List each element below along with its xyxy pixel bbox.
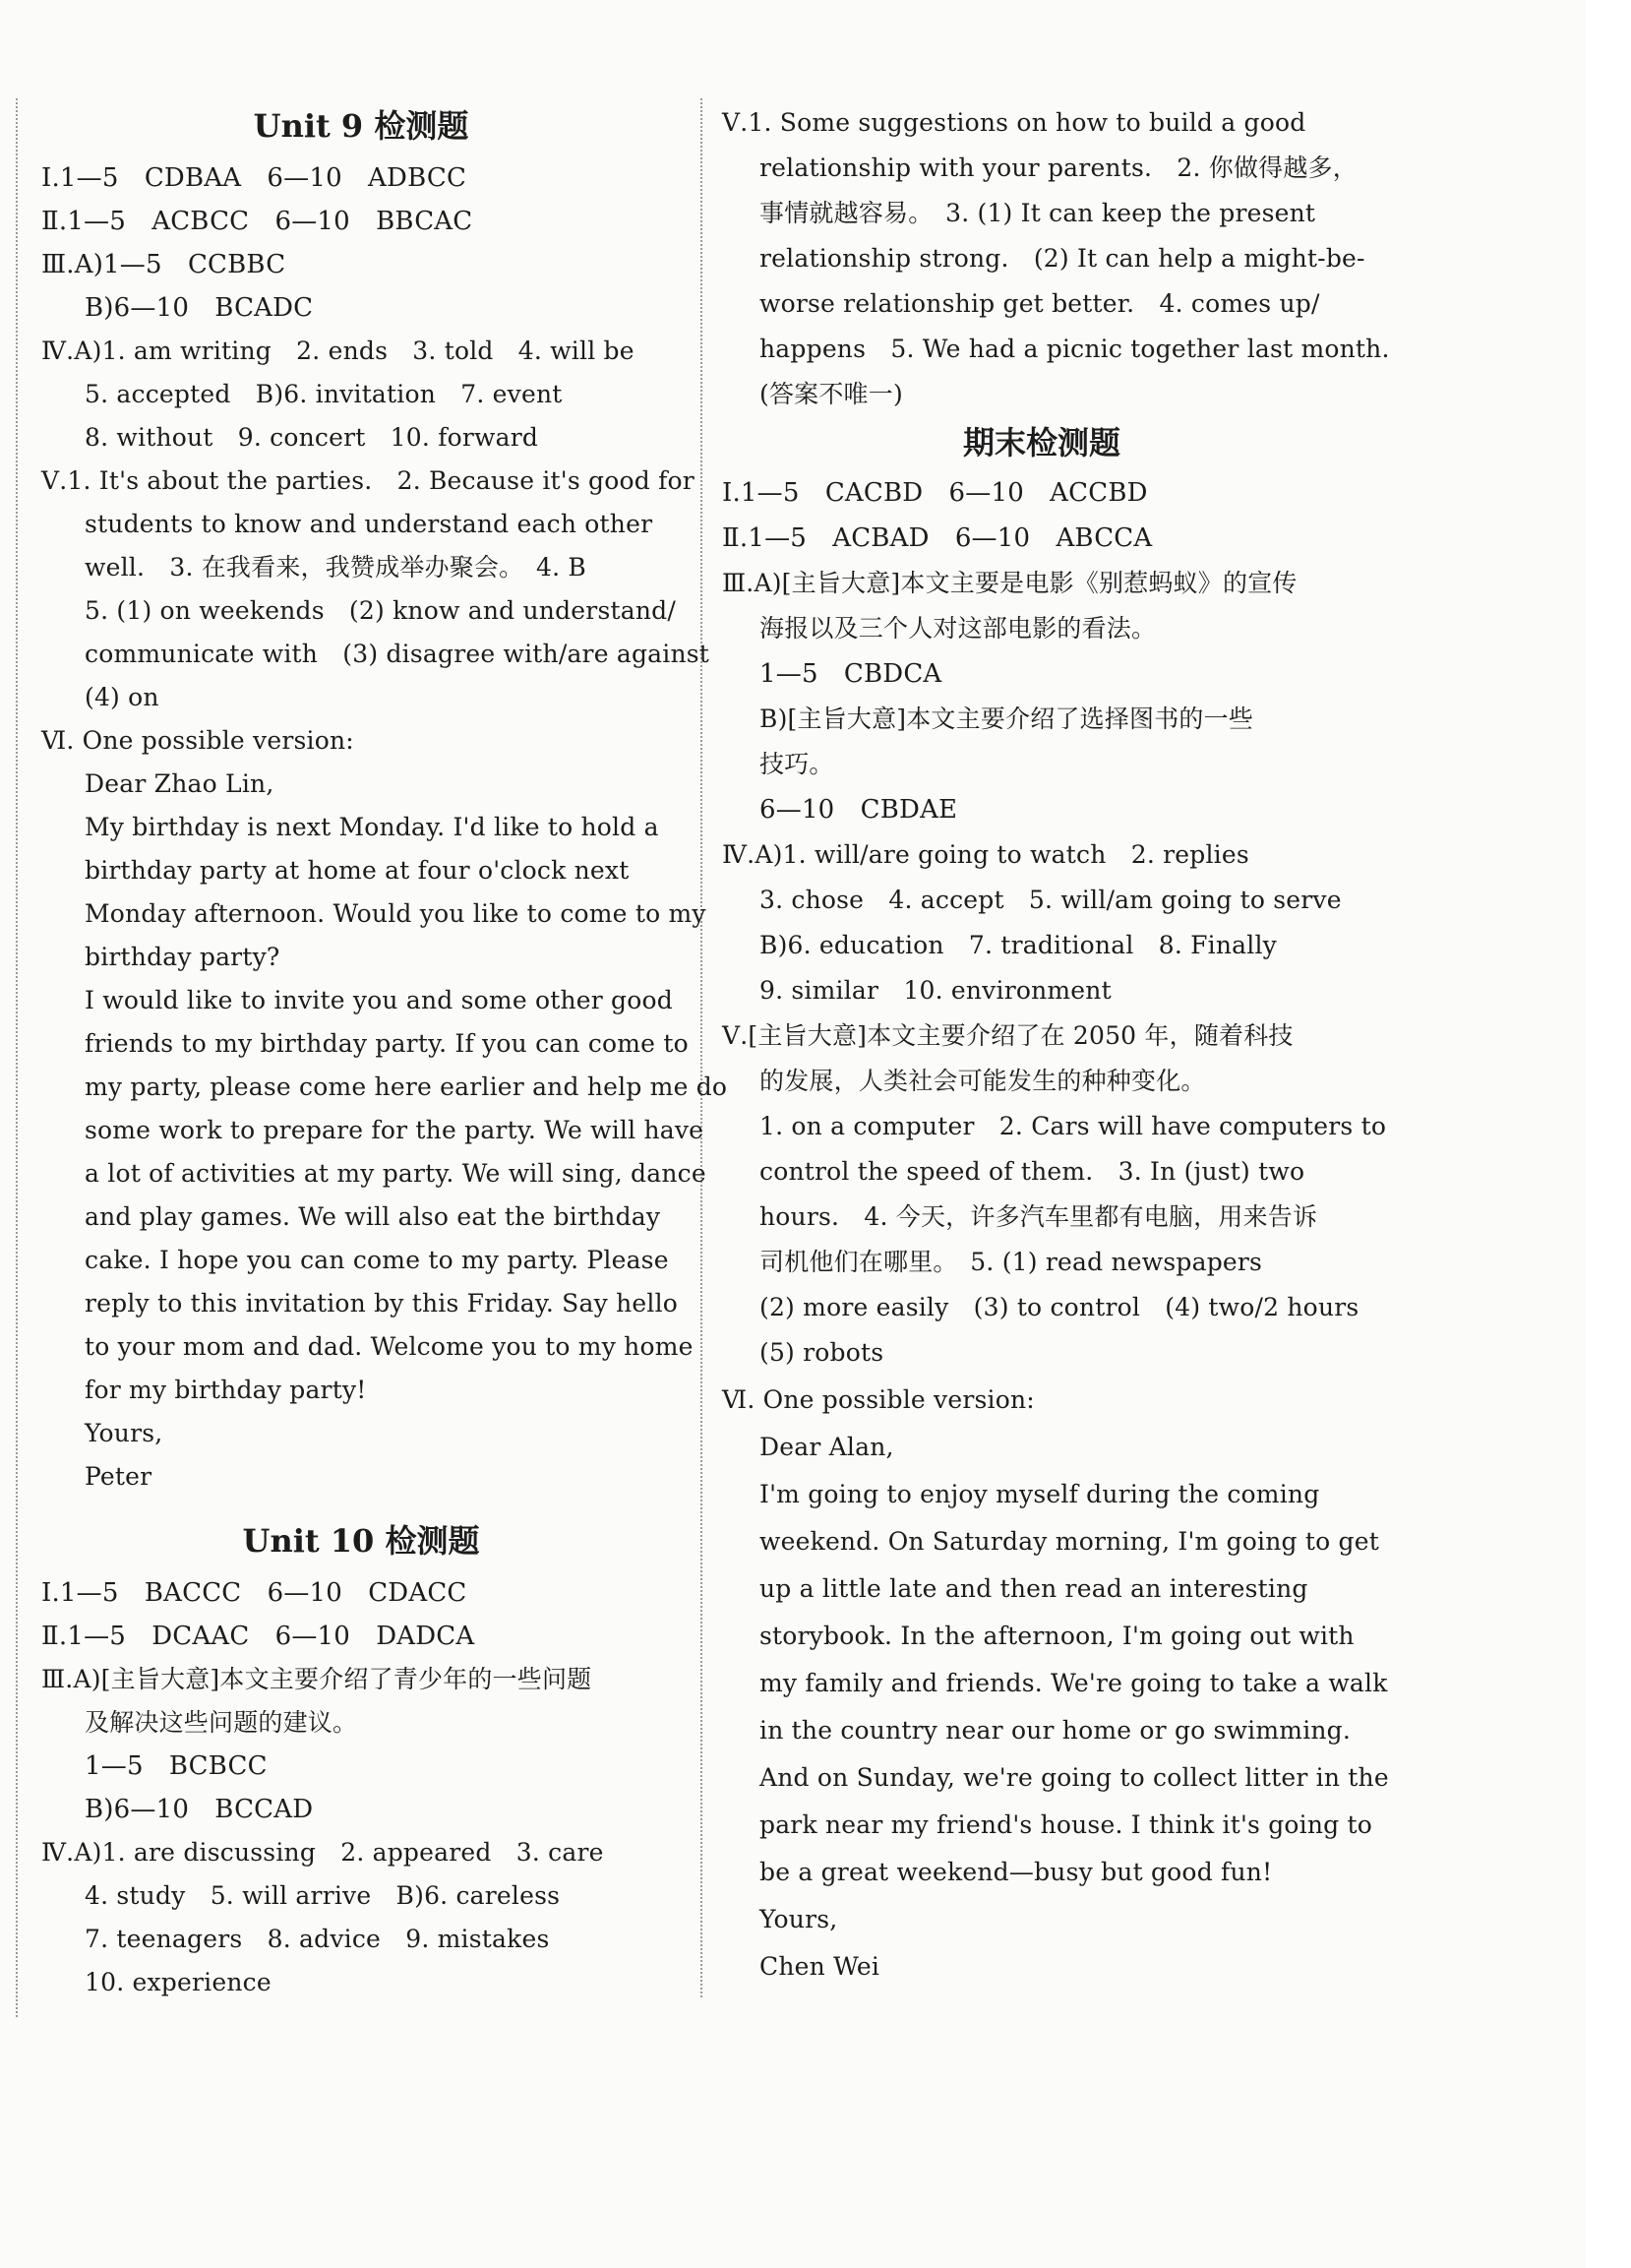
answer-line: (答案不唯一)	[759, 380, 903, 408]
letter-line: Monday afternoon. Would you like to come to my	[85, 899, 706, 928]
answer-line: 4. study 5. will arrive B)6. careless	[85, 1881, 561, 1910]
answer-line: (2) more easily (3) to control (4) two/2 hours	[759, 1293, 1359, 1321]
answer-line: 7. teenagers 8. advice 9. mistakes	[85, 1925, 550, 1953]
answer-line: 1. on a computer 2. Cars will have computers to	[759, 1112, 1387, 1140]
answer-line: 事情就越容易。 3. (1) It can keep the present	[759, 199, 1316, 227]
answer-line: 及解决这些问题的建议。	[85, 1708, 358, 1737]
letter-line: park near my friend's house. I think it's going to	[759, 1810, 1373, 1839]
answer-line: happens 5. We had a picnic together last month.	[759, 335, 1390, 363]
letter-line: friends to my birthday party. If you can come to	[85, 1029, 689, 1058]
answer-line: Ⅰ.1—5 CACBD 6—10 ACCBD	[722, 478, 1148, 508]
letter-line: storybook. In the afternoon, I'm going out with	[759, 1622, 1355, 1650]
letter-line: cake. I hope you can come to my party. Please	[85, 1246, 669, 1274]
letter-line: Dear Zhao Lin,	[85, 769, 274, 798]
answer-line: 的发展，人类社会可能发生的种种变化。	[759, 1067, 1206, 1095]
letter-line: birthday party?	[85, 943, 280, 971]
answer-line: 10. experience	[85, 1968, 272, 1996]
answer-line: 1—5 CBDCA	[759, 659, 942, 689]
answer-line: 海报以及三个人对这部电影的看法。	[759, 614, 1157, 643]
letter-line: Yours,	[759, 1905, 838, 1933]
letter-line: Chen Wei	[759, 1952, 880, 1981]
answer-line: Ⅳ.A)1. are discussing 2. appeared 3. care	[41, 1838, 604, 1867]
letter-line: birthday party at home at four o'clock next	[85, 856, 630, 885]
answer-line: Ⅳ.A)1. will/are going to watch 2. replies	[722, 840, 1249, 869]
answer-line: Ⅳ.A)1. am writing 2. ends 3. told 4. will be	[41, 337, 634, 365]
answer-line: 9. similar 10. environment	[759, 976, 1112, 1005]
letter-line: Peter	[85, 1462, 152, 1491]
answer-line: Ⅴ.1. Some suggestions on how to build a good	[722, 108, 1306, 137]
answer-line: well. 3. 在我看来，我赞成举办聚会。 4. B	[85, 553, 587, 582]
letter-line: my party, please come here earlier and help me do	[85, 1073, 728, 1101]
letter-line: some work to prepare for the party. We will have	[85, 1116, 704, 1144]
answer-line: relationship with your parents. 2. 你做得越多，	[759, 153, 1358, 182]
answer-line: B)6—10 BCCAD	[85, 1795, 314, 1824]
answer-line: Ⅱ.1—5 ACBAD 6—10 ABCCA	[722, 523, 1153, 553]
letter-line: up a little late and then read an interesting	[759, 1574, 1308, 1603]
answer-line: Ⅰ.1—5 CDBAA 6—10 ADBCC	[41, 163, 467, 193]
letter-line: I'm going to enjoy myself during the coming	[759, 1480, 1320, 1508]
answer-line: Ⅲ.A)1—5 CCBBC	[41, 250, 286, 279]
answer-line: Ⅱ.1—5 DCAAC 6—10 DADCA	[41, 1622, 475, 1651]
answer-line: Ⅵ. One possible version:	[722, 1385, 1035, 1414]
letter-line: reply to this invitation by this Friday. Say hello	[85, 1289, 679, 1318]
letter-line: My birthday is next Monday. I'd like to hold a	[85, 813, 659, 841]
answer-line: B)6. education 7. traditional 8. Finally	[759, 931, 1277, 959]
letter-line: Yours,	[85, 1419, 163, 1447]
answer-line: communicate with (3) disagree with/are against	[85, 640, 710, 668]
answer-line: relationship strong. (2) It can help a might-be-	[759, 244, 1365, 273]
answer-line: Ⅵ. One possible version:	[41, 726, 354, 755]
answer-line: (5) robots	[759, 1338, 884, 1367]
column-divider-dotted-line	[700, 98, 702, 1997]
answer-line: 技巧。	[759, 750, 834, 778]
answer-line: Ⅴ.1. It's about the parties. 2. Because it's good for	[41, 466, 695, 495]
unit9-title: Unit 9 检测题	[253, 107, 469, 145]
answer-line: B)[主旨大意]本文主要介绍了选择图书的一些	[759, 705, 1254, 733]
answer-line: worse relationship get better. 4. comes up/	[759, 289, 1320, 318]
answer-line: 1—5 BCBCC	[85, 1751, 268, 1781]
final-exam-title: 期末检测题	[962, 424, 1120, 461]
answer-line: Ⅴ.[主旨大意]本文主要介绍了在 2050 年，随着科技	[722, 1021, 1294, 1050]
letter-line: I would like to invite you and some other good	[85, 986, 673, 1014]
letter-line: and play games. We will also eat the birthday	[85, 1202, 661, 1231]
letter-line: a lot of activities at my party. We will sing, dance	[85, 1159, 706, 1188]
answer-line: control the speed of them. 3. In (just) two	[759, 1157, 1305, 1186]
answer-line: 5. (1) on weekends (2) know and understand/	[85, 596, 676, 625]
answer-line: (4) on	[85, 683, 159, 711]
answer-line: 3. chose 4. accept 5. will/am going to serve	[759, 886, 1342, 914]
left-margin-dotted-line	[16, 98, 18, 2017]
answer-line: Ⅱ.1—5 ACBCC 6—10 BBCAC	[41, 207, 473, 236]
letter-line: weekend. On Saturday morning, I'm going to get	[759, 1527, 1379, 1556]
letter-line: Dear Alan,	[759, 1433, 894, 1461]
letter-line: to your mom and dad. Welcome you to my home	[85, 1332, 694, 1361]
letter-line: And on Sunday, we're going to collect litter in the	[759, 1763, 1389, 1792]
answer-line: students to know and understand each other	[85, 510, 653, 538]
answer-line: hours. 4. 今天，许多汽车里都有电脑，用来告诉	[759, 1202, 1318, 1231]
answer-line: 6—10 CBDAE	[759, 795, 958, 825]
letter-line: for my birthday party!	[85, 1376, 367, 1404]
answer-line: Ⅰ.1—5 BACCC 6—10 CDACC	[41, 1578, 467, 1608]
answer-line: 5. accepted B)6. invitation 7. event	[85, 380, 563, 408]
answer-line: Ⅲ.A)[主旨大意]本文主要是电影《别惹蚂蚁》的宣传	[722, 569, 1298, 597]
letter-line: in the country near our home or go swimming.	[759, 1716, 1352, 1745]
unit10-title: Unit 10 检测题	[242, 1522, 480, 1560]
letter-line: be a great weekend—busy but good fun!	[759, 1858, 1273, 1886]
answer-line: Ⅲ.A)[主旨大意]本文主要介绍了青少年的一些问题	[41, 1665, 592, 1693]
answer-line: B)6—10 BCADC	[85, 293, 314, 323]
answer-line: 司机他们在哪里。 5. (1) read newspapers	[759, 1248, 1263, 1276]
letter-line: my family and friends. We're going to take a walk	[759, 1669, 1388, 1697]
answer-line: 8. without 9. concert 10. forward	[85, 423, 539, 452]
